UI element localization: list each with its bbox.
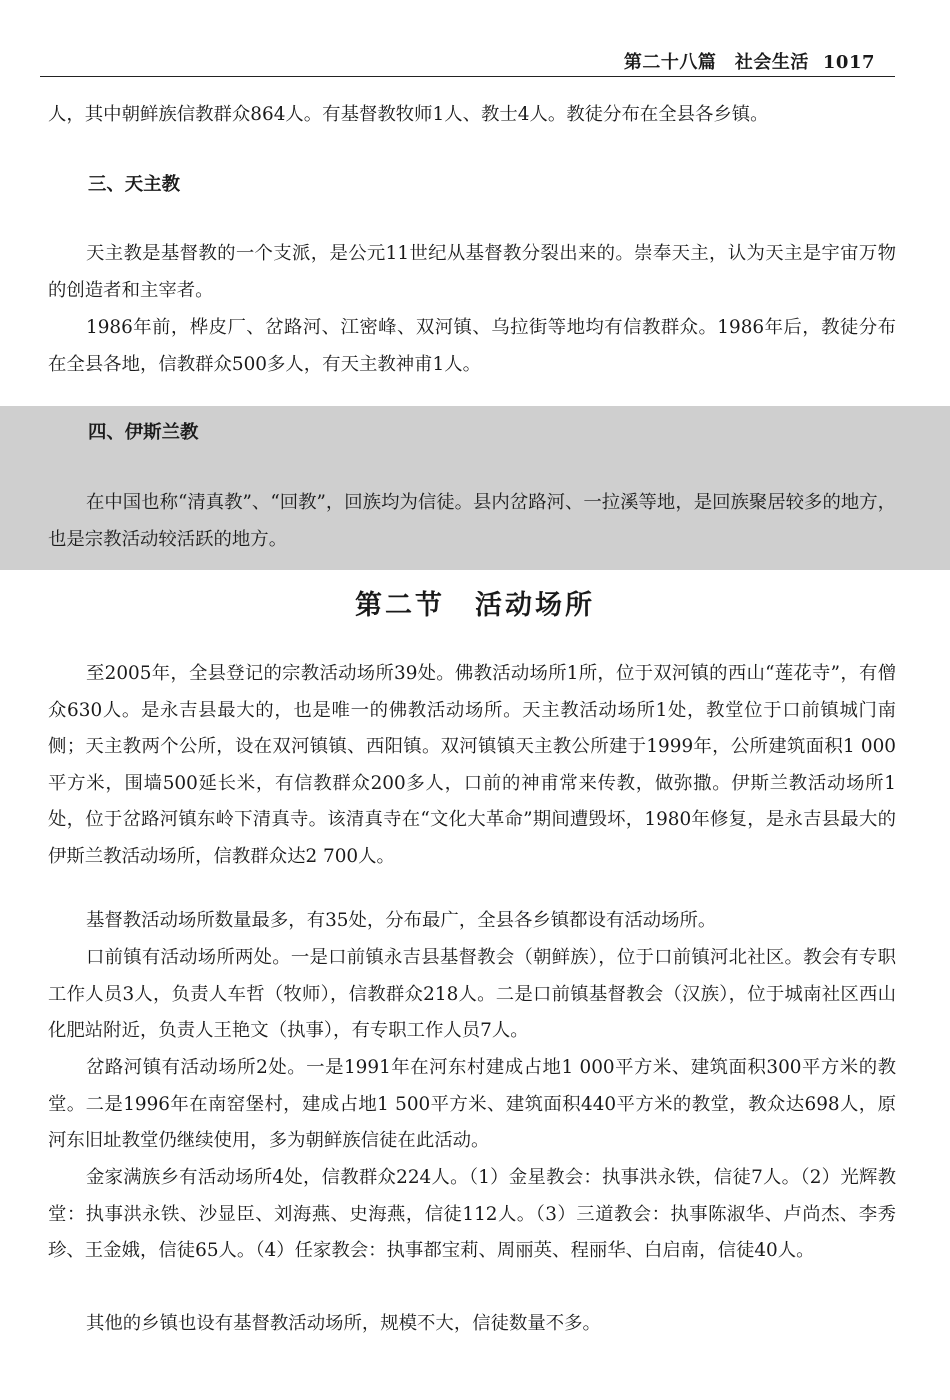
paragraph-sites-4: 岔路河镇有活动场所2处。一是1991年在河东村建成占地1 000平方米、建筑面积300平方米的教堂。二是1996年在南窑堡村，建成占地1 500平方米、建筑面积440平方米的教堂，教众达698人，原河东旧址教堂仍继续使用，多为朝鲜族信徒在此活动。	[48, 1057, 896, 1151]
subheading-catholicism: 三、天主教	[88, 174, 180, 195]
paragraph-catholicism-1: 天主教是基督教的一个支派，是公元11世纪从基督教分裂出来的。崇奉天主，认为天主是宇宙万物的创造者和主宰者。	[48, 243, 896, 301]
paragraph-sites-6: 其他的乡镇也设有基督教活动场所，规模不大，信徒数量不多。	[86, 1313, 601, 1334]
header-title: 第二十八篇 社会生活	[623, 52, 809, 73]
paragraph-intro: 人，其中朝鲜族信教群众864人。有基督教牧师1人、教士4人。教徒分布在全县各乡镇。	[48, 104, 769, 125]
section-title: 第二节 活动场所	[355, 590, 595, 621]
page-number: 1017	[822, 52, 875, 73]
paragraph-sites-1: 至2005年，全县登记的宗教活动场所39处。佛教活动场所1所，位于双河镇的西山“莲花寺”，有僧众630人。是永吉县最大的，也是唯一的佛教活动场所。天主教活动场所1处，教堂位于口前镇城门南侧；天主教两个公所，设在双河镇镇、西阳镇。双河镇镇天主教公所建于1999年，公所建筑面积1 000平方米，围墙500延长米，有信教群众200多人，口前的神甫常来传教，做弥撒。伊斯兰教活动场所1处，位于岔路河镇东岭下清真寺。该清真寺在“文化大革命”期间遭毁坏，1980年修复，是永吉县最大的伊斯兰教活动场所，信教群众达2 700人。	[48, 663, 896, 867]
paragraph-sites-5: 金家满族乡有活动场所4处，信教群众224人。（1）金星教会：执事洪永铁，信徒7人。（2）光辉教堂：执事洪永铁、沙显臣、刘海燕、史海燕，信徒112人。（3）三道教会：执事陈淑华、卢尚杰、李秀珍、王金娥，信徒65人。（4）任家教会：执事都宝莉、周丽英、程丽华、白启南，信徒40人。	[48, 1167, 896, 1261]
page-header	[40, 48, 895, 77]
paragraph-catholicism-2: 1986年前，桦皮厂、岔路河、江密峰、双河镇、乌拉街等地均有信教群众。1986年后，教徒分布在全县各地，信教群众500多人，有天主教神甫1人。	[48, 317, 896, 375]
paragraph-sites-2: 基督教活动场所数量最多，有35处，分布最广，全县各乡镇都设有活动场所。	[86, 910, 717, 931]
paragraph-sites-3: 口前镇有活动场所两处。一是口前镇永吉县基督教会（朝鲜族），位于口前镇河北社区。教会有专职工作人员3人，负责人车哲（牧师），信教群众218人。二是口前镇基督教会（汉族），位于城南社区西山化肥站附近，负责人王艳文（执事），有专职工作人员7人。	[48, 947, 896, 1041]
subheading-islam: 四、伊斯兰教	[88, 422, 199, 443]
paragraph-islam: 在中国也称“清真教”、“回教”，回族均为信徒。县内岔路河、一拉溪等地，是回族聚居较多的地方，也是宗教活动较活跃的地方。	[48, 492, 897, 550]
running-header	[624, 48, 875, 74]
